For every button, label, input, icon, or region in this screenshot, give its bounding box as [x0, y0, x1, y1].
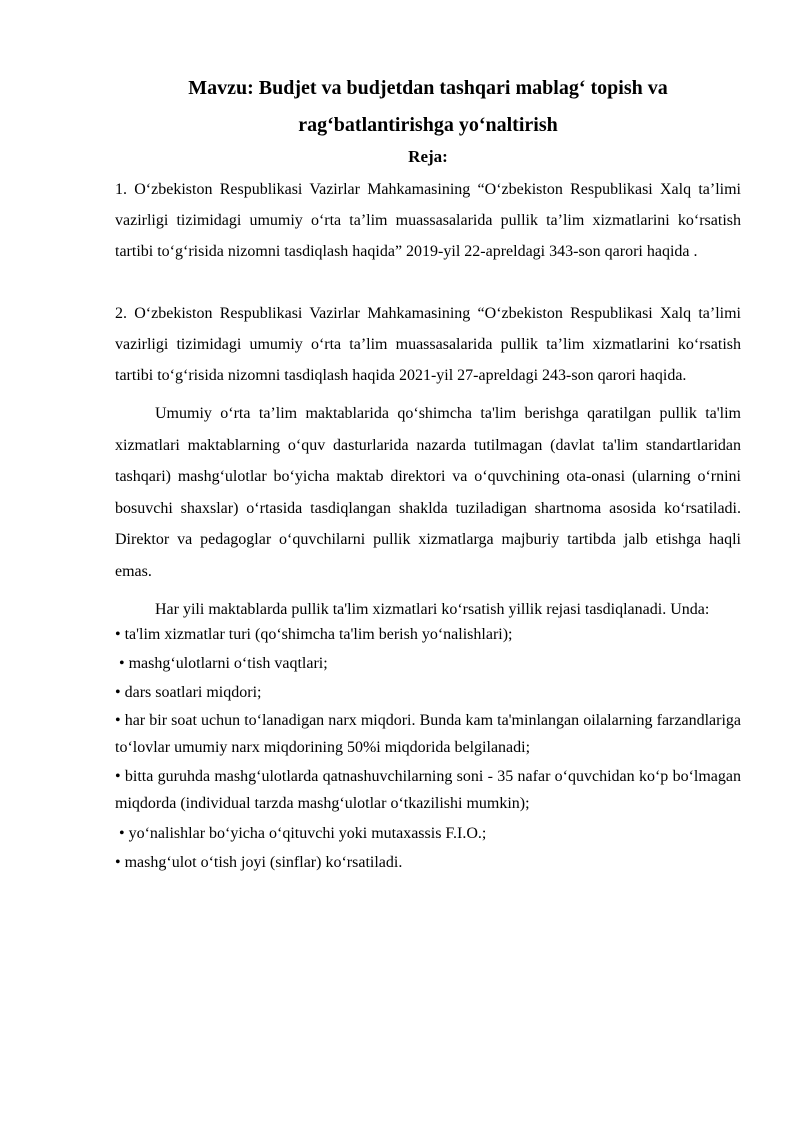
- plan-item-2: 2. O‘zbekiston Respublikasi Vazirlar Mahkamasining “O‘zbekiston Respublikasi Xalq ta’limi vazirligi tizimidagi umumiy o‘rta ta’lim muassasalarida pullik ta’lim xizmatlarini ko‘rsatish tartibi to‘g‘risida nizomni tasdiqlash haqida 2021-yil 27-apreldagi 243-son qarori haqida.: [115, 305, 741, 384]
- bullet-item: • mashg‘ulotlarni o‘tish vaqtlari;: [115, 655, 328, 672]
- spacer: [115, 267, 741, 298]
- plan-item-1: 1. O‘zbekiston Respublikasi Vazirlar Mahkamasining “O‘zbekiston Respublikasi Xalq ta’limi vazirligi tizimidagi umumiy o‘rta ta’lim muassasalarida pullik ta’lim xizmatlarini ko‘rsatish tartibi to‘g‘risida nizomni tasdiqlash haqida” 2019-yil 22-apreldagi 343-son qarori haqida .: [115, 181, 741, 260]
- bullet-item: • ta'lim xizmatlar turi (qo‘shimcha ta'lim berish yo‘nalishlari);: [115, 626, 513, 643]
- body-paragraph-1: Umumiy o‘rta ta’lim maktablarida qo‘shimcha ta'lim berishga qaratilgan pullik ta'lim xizmatlari maktablarning o‘quv dasturlarida nazarda tutilmagan (davlat ta'lim standartlaridan tashqari) mashg‘ulotlar bo‘yicha maktab direktori va o‘quvchining ota-onasi (ularning o‘rnini bosuvchi shaxslar) o‘rtasida tasdiqlangan shaklda tuziladigan shartnoma asosida ko‘rsatiladi. Direktor va pedagoglar o‘quvchilarni pullik xizmatlarga majburiy tartibda jalb etishga haqli emas.: [115, 405, 741, 580]
- bullet-item: • bitta guruhda mashg‘ulotlarda qatnashuvchilarning soni - 35 nafar o‘quvchidan ko‘p bo‘lmagan miqdorda (individual tarzda mashg‘ulotlar o‘tkazilishi mumkin);: [115, 768, 741, 812]
- plan-heading: Reja:: [408, 147, 448, 166]
- bullet-item: • har bir soat uchun to‘lanadigan narx miqdori. Bunda kam ta'minlangan oilalarning farzandlariga to‘lovlar umumiy narx miqdorining 50%i miqdorida belgilanadi;: [115, 712, 741, 756]
- document-page: [115, 70, 741, 875]
- bullet-item: • yo‘nalishlar bo‘yicha o‘qituvchi yoki mutaxassis F.I.O.;: [115, 825, 487, 842]
- body-paragraph-2: Har yili maktablarda pullik ta'lim xizmatlari ko‘rsatish yillik rejasi tasdiqlanadi. Unda:: [155, 601, 710, 618]
- bullet-item: • mashg‘ulot o‘tish joyi (sinflar) ko‘rsatiladi.: [115, 854, 403, 871]
- bullet-item: • dars soatlari miqdori;: [115, 684, 262, 701]
- document-title: Mavzu: Budjet va budjetdan tashqari mablag‘ topish va rag‘batlantirishga yo‘naltirish: [188, 77, 668, 136]
